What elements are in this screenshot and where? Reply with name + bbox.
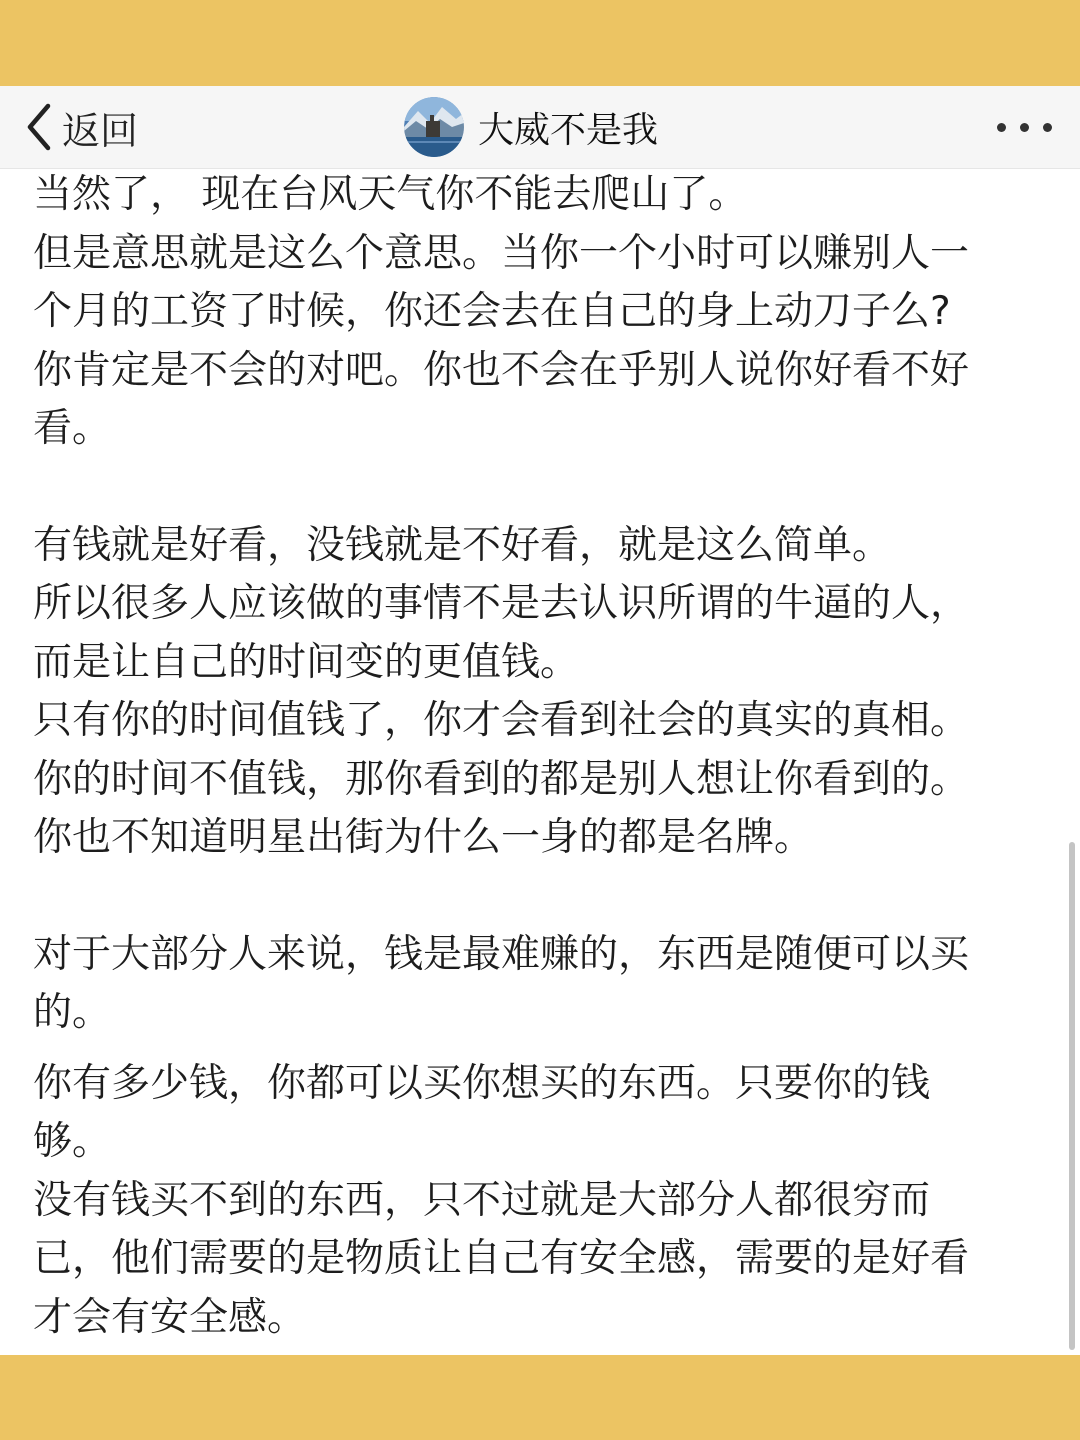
article-line: 你的时间不值钱，那你看到的都是别人想让你看到的。: [33, 756, 970, 802]
paragraph-gap: [33, 459, 1043, 517]
back-button[interactable]: [22, 86, 138, 168]
back-label: 返回: [62, 108, 139, 153]
article-line: 所以很多人应该做的事情不是去认识所谓的牛逼的人，: [33, 581, 970, 626]
article-body: [33, 166, 1043, 1347]
paragraph-gap: [33, 868, 1043, 926]
article-line: 看。: [33, 406, 112, 451]
article-line: 够。: [33, 1119, 112, 1164]
article-line: 的。: [33, 990, 112, 1035]
more-dots-icon: [1020, 123, 1029, 132]
article-line: 没有钱买不到的东西，只不过就是大部分人都很穷而: [33, 1177, 931, 1223]
more-dots-icon: [1043, 123, 1052, 132]
article-line: 但是意思就是这么个意思。当你一个小时可以赚别人一: [33, 230, 970, 276]
article-line: 当然了， 现在台风天气你不能去爬山了。: [33, 172, 748, 217]
paragraph-gap: [33, 1043, 1043, 1055]
more-options-button[interactable]: [997, 86, 1052, 168]
article-line: 对于大部分人来说，钱是最难赚的，东西是随便可以买: [33, 931, 970, 977]
article-line: 你肯定是不会的对吧。你也不会在乎别人说你好看不好: [33, 347, 970, 393]
article-line: 你有多少钱，你都可以买你想买的东西。只要你的钱: [33, 1060, 931, 1106]
article-line: 有钱就是好看，没钱就是不好看，就是这么简单。: [33, 522, 892, 568]
avatar[interactable]: [404, 97, 464, 157]
article-line: 才会有安全感。: [33, 1294, 307, 1340]
article-line: 你也不知道明星出街为什么一身的都是名牌。: [33, 815, 814, 860]
scrollbar[interactable]: [1069, 842, 1075, 1350]
chat-title-text: 大威不是我: [478, 109, 659, 151]
article-line: 已，他们需要的是物质让自己有安全感，需要的是好看: [33, 1236, 970, 1281]
bottom-band: [0, 1355, 1080, 1440]
top-band: [0, 0, 1080, 86]
chevron-left-icon: [22, 102, 56, 152]
nav-bar: [0, 86, 1080, 169]
article-line: 个月的工资了时候，你还会去在自己的身上动刀子么?: [33, 289, 951, 334]
more-dots-icon: [997, 123, 1006, 132]
article-line: 而是让自己的时间变的更值钱。: [33, 639, 580, 685]
article-line: 只有你的时间值钱了，你才会看到社会的真实的真相。: [33, 698, 970, 743]
chat-title[interactable]: [404, 86, 658, 168]
